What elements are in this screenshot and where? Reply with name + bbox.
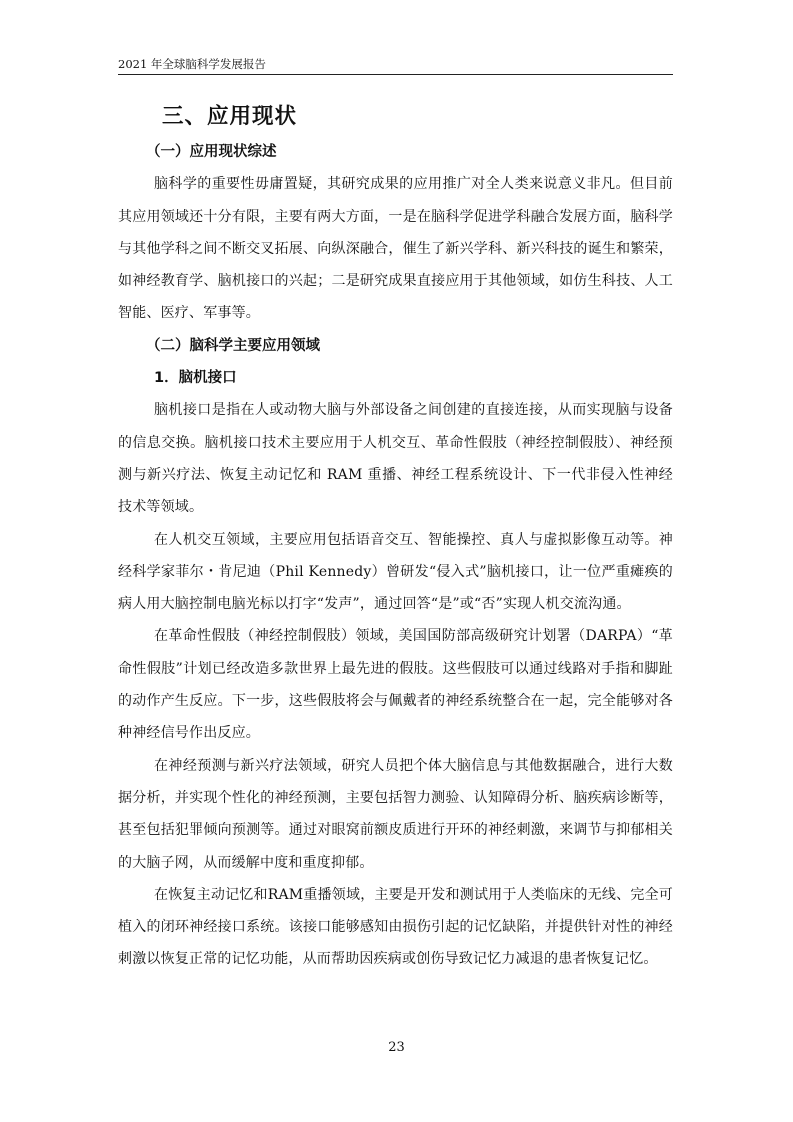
bci-paragraph-hci: 在人机交互领域，主要应用包括语音交互、智能操控、真人与虚拟影像互动等。神经科学家菲尔・肯尼迪（Phil Kennedy）曾研发“侵入式”脑机接口，让一位严重瘫痪的病人用大脑控制电脑光标以打字“发声”，通过回答“是”或“否”实现人机交流沟通。 xyxy=(118,531,673,613)
running-header: 2021 年全球脑科学发展报告 xyxy=(118,57,673,75)
page-number: 23 xyxy=(388,1040,405,1055)
item-title-bci: 1．脑机接口 xyxy=(154,370,237,387)
page-content xyxy=(118,100,673,976)
bci-paragraph-memory-restoration: 在恢复主动记忆和RAM重播领域，主要是开发和测试用于人类临床的无线、完全可植入的闭环神经接口系统。该接口能够感知由损伤引起的记忆缺陷，并提供针对性的神经刺激以恢复正常的记忆功能，从而帮助因疾病或创伤导致记忆力减退的患者恢复记忆。 xyxy=(118,886,673,968)
bci-paragraph-prosthetics: 在革命性假肢（神经控制假肢）领域，美国国防部高级研究计划署（DARPA）“革命性假肢”计划已经改造多款世界上最先进的假肢。这些假肢可以通过线路对手指和脚趾的动作产生反应。下一步，这些假肢将会与佩戴者的神经系统整合在一起，完全能够对各种神经信号作出反应。 xyxy=(118,628,673,742)
subsection-title-application-areas: （二）脑科学主要应用领域 xyxy=(146,337,320,354)
section-title: 三、应用现状 xyxy=(162,104,298,129)
overview-paragraph: 脑科学的重要性毋庸置疑，其研究成果的应用推广对全人类来说意义非凡。但目前其应用领域还十分有限，主要有两大方面，一是在脑科学促进学科融合发展方面，脑科学与其他学科之间不断交叉拓展、向纵深融合，催生了新兴学科、新兴科技的诞生和繁荣，如神经教育学、脑机接口的兴起；二是研究成果直接应用于其他领域，如仿生科技、人工智能、医疗、军事等。 xyxy=(118,176,673,322)
subsection-title-overview: （一）应用现状综述 xyxy=(146,144,277,160)
bci-paragraph-definition: 脑机接口是指在人或动物大脑与外部设备之间创建的直接连接，从而实现脑与设备的信息交换。脑机接口技术主要应用于人机交互、革命性假肢（神经控制假肢）、神经预测与新兴疗法、恢复主动记忆和 RAM 重播、神经工程系统设计、下一代非侵入性神经技术等领域。 xyxy=(118,402,673,516)
bci-paragraph-neuro-prediction: 在神经预测与新兴疗法领域，研究人员把个体大脑信息与其他数据融合，进行大数据分析，并实现个性化的神经预测，主要包括智力测验、认知障碍分析、脑疾病诊断等，甚至包括犯罪倾向预测等。通过对眼窝前额皮质进行开环的神经刺激，来调节与抑郁相关的大脑子网，从而缓解中度和重度抑郁。 xyxy=(118,757,673,871)
